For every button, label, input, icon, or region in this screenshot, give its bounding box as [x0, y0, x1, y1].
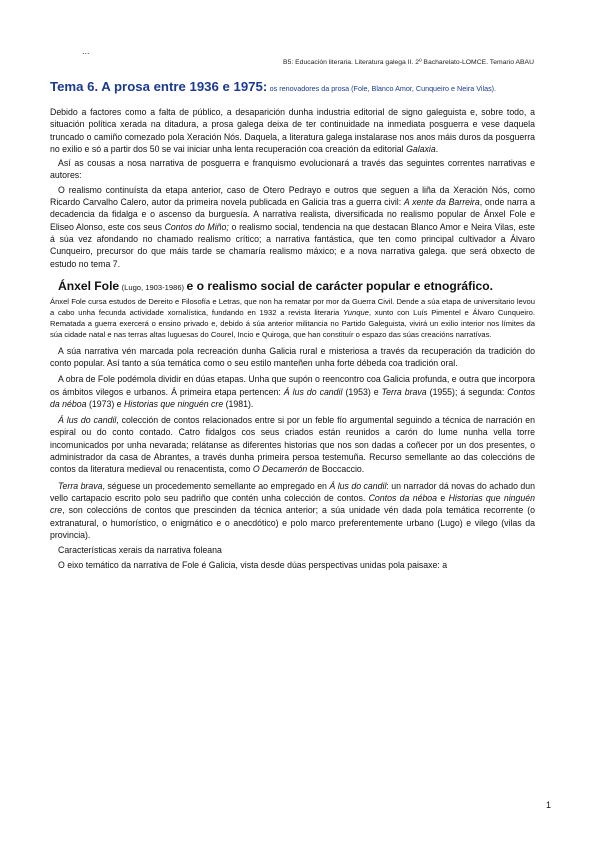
header-dots: ...: [82, 46, 90, 56]
paragraph-characteristics-heading: Características xerais da narrativa foleana: [58, 545, 222, 556]
paragraph-alus: [50, 414, 535, 475]
italic-title: Terra brava: [381, 386, 427, 397]
italic-title: Á lus do candil: [329, 480, 387, 491]
paragraph-text: , xunto con Luís Pimentel e Álvaro Cunqueiro. Rematada a guerra exercerá o ensino privado e, debido á súa anterior militancia no Partido Galeguista, vivirá un exilio interior nos límites da súa cidade natal e nas terras altas luguesas do Courel, Incio e Quiroga, que han constituír o espazo das súas creacións narratívas.: [50, 308, 535, 340]
paragraph-intro: [50, 106, 535, 155]
italic-title: Contos do Miño;: [164, 221, 229, 232]
italic-title: Galaxia: [406, 143, 436, 154]
paragraph-currents: Así as cousas a nosa narrativa de posguerra e franquismo evolucionará a través das seguintes correntes narrativas e autores:: [50, 158, 535, 181]
italic-title: Á lus do candil: [58, 415, 117, 426]
section-title: e o realismo social de carácter popular e etnográfico.: [186, 278, 494, 293]
paragraph-text: , séguese un procedemento semellante ao empregado en: [102, 480, 327, 491]
italic-title: Contos da néboa: [50, 386, 536, 409]
paragraph-text: A obra de Fole podémola dividir en dúas etapas. Unha que supón o reencontro coa Galicia profunda, e outra que incorpora os ámbitos vilegos e urbanos. Á primeira etapa pertencen:: [50, 374, 535, 397]
paragraph-text: O realismo continuísta da etapa anterior, caso de Otero Pedrayo e outros que seguen a liña da Xeración Nós, como Ricardo Carvalho Calero, autor da primeira novela publicada en Galicia tras a guerra civil:: [50, 184, 535, 208]
paragraph-text: Debido a factores como a falta de público, a desaparición dunha industria editorial de signo galeguista e, sobre todo, a situación política xerada na ditadura, a prosa galega deixa de ter continuidade na inmediata posguerra e vese daquela truncado o camiño comezado pola Xeración Nós. Daquela, a literatura galega instalarase nos anos máis duros da posguerra no exilio e só a partir dos 50 se vai iniciar unha lenta recuperación coa creación da editorial: [50, 107, 535, 154]
italic-title: Historias que ninguén cre: [50, 492, 535, 516]
running-header: B5: Educación literaria. Literatura galega II. 2º Bacharelato-LOMCE. Temario ABAU: [283, 59, 534, 66]
paragraph-text: , onde narra a decadencia da fidalga e o ascenso da burguesía. A narrativa realista, diversificada no realismo popular de Ánxel Fole e Eliseo Alonso, este cos seus: [50, 197, 535, 232]
title-subtitle: os renovadores da prosa (Fole, Blanco Amor, Cunqueiro e Neira Vilas).: [269, 84, 497, 93]
section-author: Ánxel Fole: [58, 278, 120, 293]
paragraph-text: (1953) e: [345, 386, 379, 397]
title-main: Tema 6. A prosa entre 1936 e 1975:: [50, 79, 268, 94]
italic-title: Á lus do candil: [283, 386, 343, 397]
section-heading: [50, 278, 535, 296]
page-number: 1: [546, 800, 552, 810]
paragraph-text: , son coleccións de contos que prescinden da técnica anterior; a súa unidade vén dada pola temática recorrente (o extranatural, o humorístico, o enigmático e o anecdótico) e polo marco preferentemente urbano (Lugo) e vilego (vilas da provincia).: [50, 505, 535, 540]
italic-title: Yunque: [343, 308, 369, 318]
paragraph-text: Ánxel Fole cursa estudos de Dereito e Filosofía e Letras, que non ha rematar por mor da Guerra Civil. Dende a súa etapa de universitario levou a cabo unha fecunda actividade xornalística, fundando en 1932 a revista literaria: [50, 296, 535, 318]
italic-title: Contos da néboa: [368, 492, 438, 503]
paragraph-text: (1981).: [225, 398, 254, 409]
paragraph-text: o realismo social, tendencia na que destacan Blanco Amor e Neira Vilas, este á súa vez afondando no chamado realismo crítico; a narrativa fantástica, que ten como principal cultivador a Álvaro Cunqueiro, precursor do que máis tarde se chamaría realismo máxico; e a nova narrativa galega. que será obxecto de estudo no tema 7.: [50, 221, 535, 269]
italic-title: Terra brava: [58, 480, 103, 491]
paragraph-narrative: A súa narrativa vén marcada pola recreación dunha Galicia rural e misteriosa a través da recuperación da tradición do conto popular. Así tanto a súa temática como o seu estilo manteñen unha forte débeda coa tradición oral.: [50, 345, 535, 368]
section-dates: (Lugo, 1903-1986): [121, 282, 185, 292]
paragraph-text: e: [440, 492, 446, 503]
paragraph-text: .: [435, 143, 439, 154]
paragraph-stages: [50, 373, 535, 410]
paragraph-text: (1973) e: [88, 398, 122, 409]
paragraph-text: de Boccaccio.: [309, 464, 365, 475]
italic-title: Historias que ninguén cre: [123, 398, 224, 409]
italic-title: O Decamerón: [252, 464, 308, 475]
paragraph-text: , colección de contos relacionados entre si por un feble fío argumental seguindo a técnica de narración en espiral ou do conto contado. Catro fidalgos cos seus criados están reunidos a carón do lume nunha vella torre incomunicados por unha nevarada; relátanse as diferentes historias que nos son dadas a coñecer por un dos presentes, o administrador da casa de Abrantes, a través dunha primeira persoa testemuña. Recurso semellante ao das coleccións de contos da literatura medieval ou renacentista, como: [50, 415, 535, 475]
italic-title: A xente da Barreira: [403, 197, 480, 208]
paragraph-terrabrava: [50, 480, 535, 541]
paragraph-realism: [50, 184, 535, 270]
paragraph-text: (1955); á segunda:: [429, 386, 505, 397]
paragraph-text: : un narrador dá novas do achado dun vello cartapacio escrito polo seu padriño que contén unha colección de contos.: [50, 480, 535, 503]
page-title: [50, 79, 535, 97]
document-body: [50, 79, 535, 572]
paragraph-biography: [50, 296, 535, 341]
paragraph-theme: O eixo temático da narrativa de Fole é Galicia, vista desde dúas perspectivas unidas pola paisaxe: a: [58, 560, 448, 571]
